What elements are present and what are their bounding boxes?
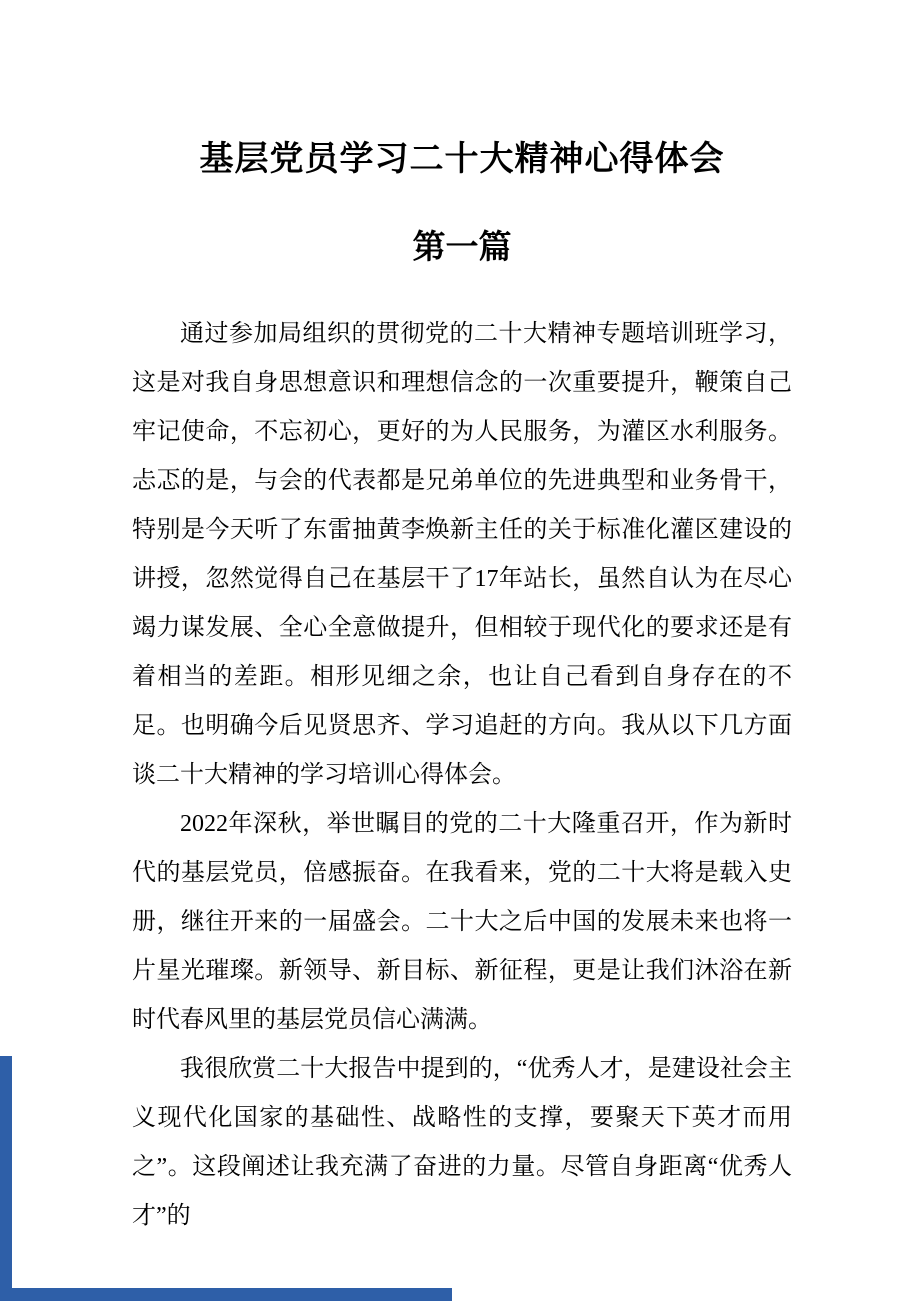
page-border-left bbox=[0, 1056, 12, 1301]
body-paragraph: 通过参加局组织的贯彻党的二十大精神专题培训班学习，这是对我自身思想意识和理想信念的一次重要提升，鞭策自己牢记使命，不忘初心，更好的为人民服务，为灌区水利服务。忐忑的是，与会的代表都是兄弟单位的先进典型和业务骨干，特别是今天听了东雷抽黄李焕新主任的关于标准化灌区建设的讲授，忽然觉得自己在基层干了17年站长，虽然自认为在尽心竭力谋发展、全心全意做提升，但相较于现代化的要求还是有着相当的差距。相形见细之余，也让自己看到自身存在的不足。也明确今后见贤思齐、学习追赶的方向。我从以下几方面谈二十大精神的学习培训心得体会。 bbox=[132, 321, 792, 788]
document-subtitle: 第一篇 bbox=[412, 230, 512, 266]
body-paragraph: 我很欣赏二十大报告中提到的，“优秀人才，是建设社会主义现代化国家的基础性、战略性的支撑，要聚天下英才而用之”。这段阐述让我充满了奋进的力量。尽管自身距离“优秀人才”的 bbox=[132, 1056, 792, 1229]
document-title: 基层党员学习二十大精神心得体会 bbox=[199, 141, 725, 178]
page-border-bottom bbox=[0, 1288, 452, 1301]
body-paragraph: 2022年深秋，举世瞩目的党的二十大隆重召开，作为新时代的基层党员，倍感振奋。在我看来，党的二十大将是载入史册，继往开来的一届盛会。二十大之后中国的发展未来也将一片星光璀璨。新领导、新目标、新征程，更是让我们沐浴在新时代春风里的基层党员信心满满。 bbox=[132, 811, 792, 1033]
document-content bbox=[132, 138, 792, 1241]
document-body bbox=[132, 310, 792, 1241]
